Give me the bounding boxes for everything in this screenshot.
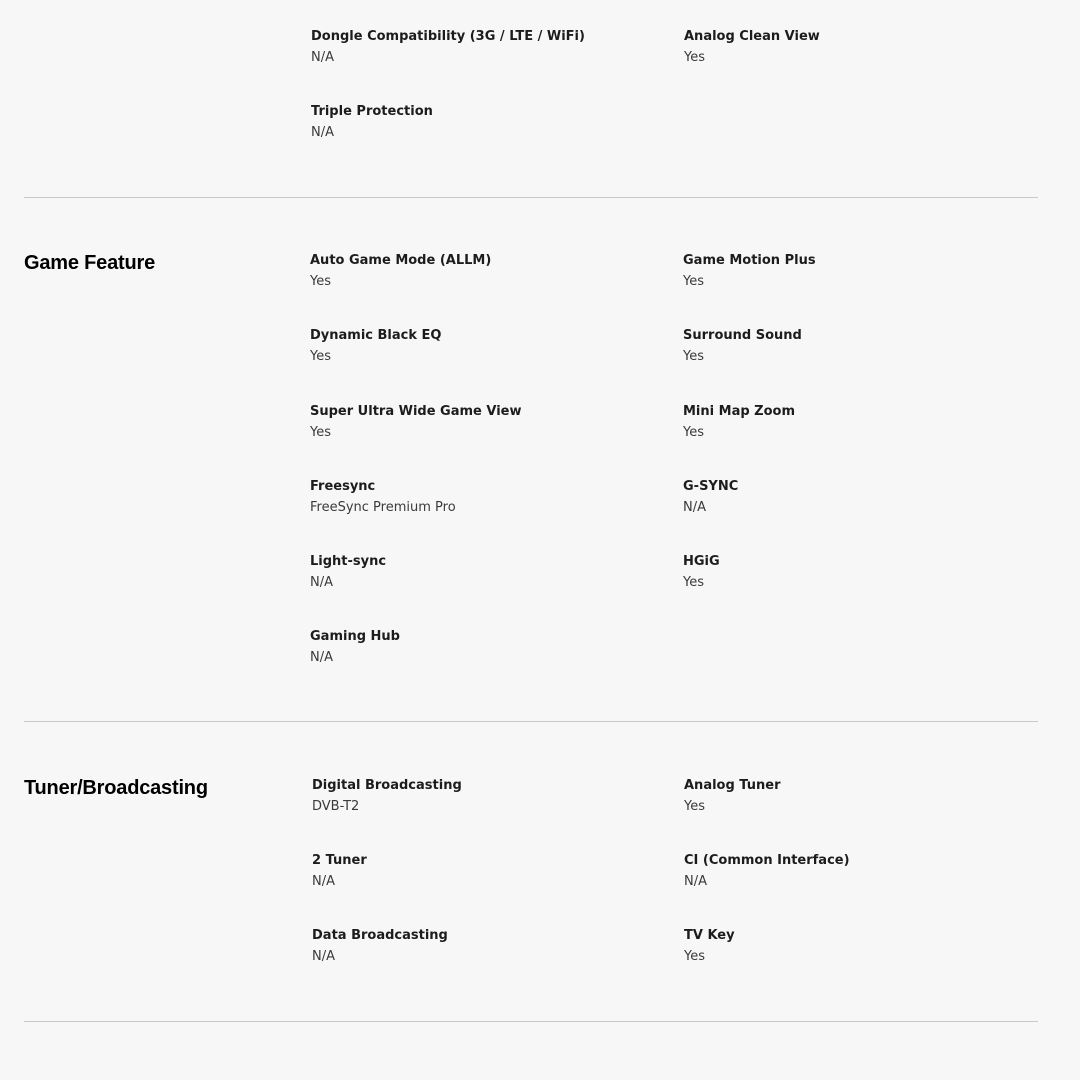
- spec-value: N/A: [312, 949, 335, 964]
- spec-value: Yes: [310, 425, 331, 440]
- spec-item: [683, 252, 1023, 291]
- spec-item: [684, 28, 1024, 67]
- spec-item: [310, 403, 650, 442]
- spec-label: Digital Broadcasting: [312, 778, 462, 793]
- spec-item: [311, 103, 651, 142]
- spec-label: Game Motion Plus: [683, 253, 816, 268]
- spec-label: Mini Map Zoom: [683, 404, 796, 419]
- spec-item: [683, 403, 1023, 442]
- spec-label: Analog Clean View: [684, 29, 820, 44]
- spec-item: [310, 478, 650, 517]
- spec-label: Auto Game Mode (ALLM): [310, 253, 492, 268]
- spec-value: Yes: [684, 949, 705, 964]
- section-title: Tuner/Broadcasting: [24, 777, 208, 799]
- spec-label: Analog Tuner: [684, 778, 781, 793]
- spec-item: [312, 777, 652, 816]
- spec-value: DVB-T2: [312, 799, 360, 814]
- spec-item: [683, 478, 1023, 517]
- spec-value: Yes: [310, 274, 331, 289]
- spec-value: Yes: [684, 50, 705, 65]
- spec-item: [310, 327, 650, 366]
- spec-item: [311, 28, 651, 67]
- spec-value: Yes: [683, 349, 704, 364]
- spec-value: N/A: [684, 874, 707, 889]
- spec-label: Dongle Compatibility (3G / LTE / WiFi): [311, 29, 585, 44]
- section-title: Game Feature: [24, 252, 155, 274]
- spec-label: HGiG: [683, 554, 720, 569]
- spec-value: N/A: [311, 50, 334, 65]
- spec-value: N/A: [310, 650, 333, 665]
- spec-label: CI (Common Interface): [684, 853, 850, 868]
- spec-label: G-SYNC: [683, 479, 739, 494]
- spec-value: Yes: [683, 575, 704, 590]
- spec-item: [312, 852, 652, 891]
- section-divider: [24, 1021, 1038, 1022]
- spec-item: [684, 927, 1024, 966]
- spec-value: N/A: [312, 874, 335, 889]
- spec-value: N/A: [310, 575, 333, 590]
- spec-label: Super Ultra Wide Game View: [310, 404, 522, 419]
- spec-label: 2 Tuner: [312, 853, 367, 868]
- spec-label: Gaming Hub: [310, 629, 400, 644]
- spec-item: [683, 327, 1023, 366]
- spec-value: Yes: [683, 425, 704, 440]
- spec-value: Yes: [683, 274, 704, 289]
- spec-item: [683, 553, 1023, 592]
- spec-value: N/A: [311, 125, 334, 140]
- spec-value: Yes: [684, 799, 705, 814]
- spec-item: [310, 628, 650, 667]
- spec-item: [684, 777, 1024, 816]
- spec-label: Triple Protection: [311, 104, 433, 119]
- spec-label: Dynamic Black EQ: [310, 328, 442, 343]
- spec-item: [310, 252, 650, 291]
- spec-label: Surround Sound: [683, 328, 802, 343]
- spec-label: Data Broadcasting: [312, 928, 448, 943]
- spec-label: TV Key: [684, 928, 735, 943]
- spec-label: Light-sync: [310, 554, 387, 569]
- spec-value: N/A: [683, 500, 706, 515]
- spec-item: [312, 927, 652, 966]
- spec-value: FreeSync Premium Pro: [310, 500, 456, 515]
- spec-item: [310, 553, 650, 592]
- section-divider: [24, 721, 1038, 722]
- section-divider: [24, 197, 1038, 198]
- spec-value: Yes: [310, 349, 331, 364]
- spec-item: [684, 852, 1024, 891]
- spec-label: Freesync: [310, 479, 376, 494]
